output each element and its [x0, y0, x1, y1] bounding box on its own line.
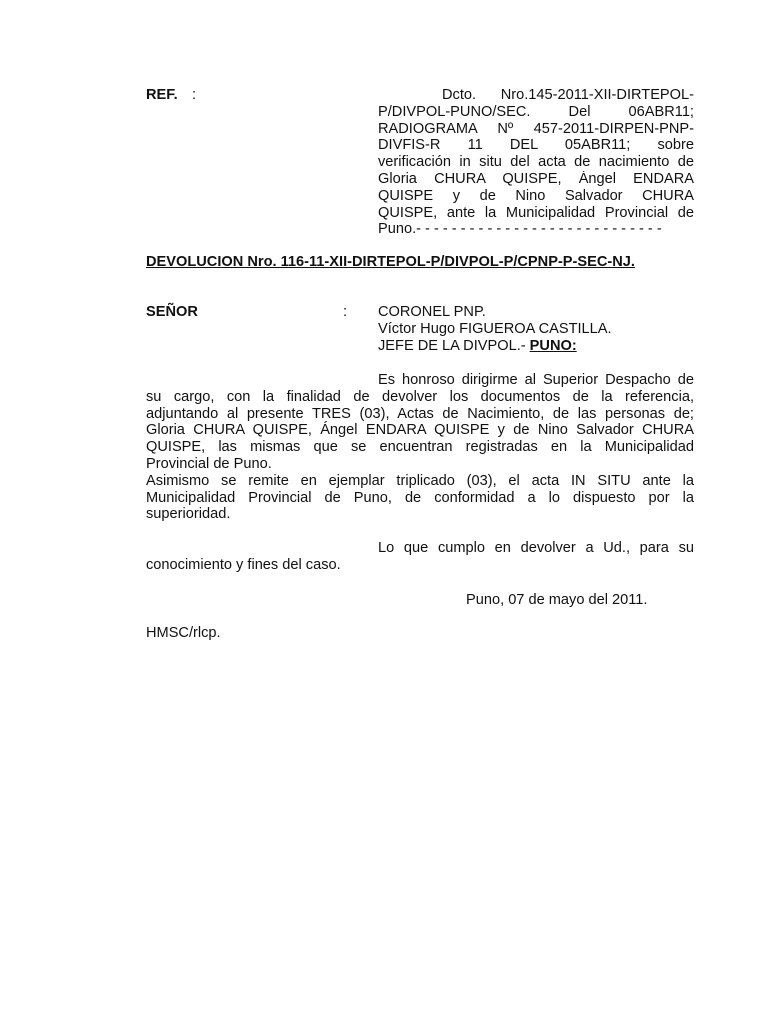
reference-label: REF. [146, 87, 178, 103]
recipient-city: PUNO: [529, 337, 577, 354]
closing-paragraph [146, 540, 694, 574]
reference-line: verificación in situ del acta de nacimiento de [378, 154, 694, 171]
body-line: Provincial de Puno. [146, 455, 272, 472]
body-line: Es honroso dirigirme al Superior Despacho de [378, 372, 694, 388]
body-line: QUISPE, las mismas que se encuentran registradas en la Municipalidad [146, 439, 694, 456]
reference-line: P/DIVPOL-PUNO/SEC. Del 06ABR11; [378, 103, 694, 120]
recipient-label: SEÑOR [146, 304, 198, 320]
devolucion-heading: DEVOLUCION Nro. 116-11-XII-DIRTEPOL-P/DIVPOL-P/CPNP-P-SEC-NJ. [146, 254, 635, 270]
reference-line: RADIOGRAMA Nº 457-2011-DIRPEN-PNP- [378, 120, 694, 137]
closing-line: Lo que cumplo en devolver a Ud., para su [378, 540, 694, 556]
body-line: Municipalidad Provincial de Puno, de conformidad a lo dispuesto por la [146, 489, 694, 506]
date-line: Puno, 07 de mayo del 2011. [466, 592, 648, 608]
body-line: superioridad. [146, 506, 231, 523]
recipient-name: Víctor Hugo FIGUEROA CASTILLA. [378, 320, 612, 337]
recipient-colon: : [343, 304, 348, 320]
reference-line: DIVFIS-R 11 DEL 05ABR11; sobre [378, 137, 694, 154]
body-paragraph [146, 372, 694, 523]
reference-colon: : [192, 87, 197, 103]
body-line: Asimismo se remite en ejemplar triplicado (03), el acta IN SITU ante la [146, 472, 694, 489]
closing-line: conocimiento y fines del caso. [146, 556, 341, 573]
recipient-position [378, 338, 612, 355]
body-line: adjuntando al presente TRES (03), Actas de Nacimiento, de las personas de; [146, 405, 694, 422]
reference-line: Gloria CHURA QUISPE, Ángel ENDARA [378, 170, 694, 187]
reference-initials: HMSC/rlcp. [146, 625, 221, 641]
reference-line: QUISPE, ante la Municipalidad Provincial de [378, 204, 694, 221]
recipient-address [378, 304, 612, 354]
recipient-position-prefix: JEFE DE LA DIVPOL.- [378, 337, 530, 354]
reference-line: QUISPE y de Nino Salvador CHURA [378, 187, 694, 204]
body-line: Gloria CHURA QUISPE, Ángel ENDARA QUISPE y de Nino Salvador CHURA [146, 422, 694, 439]
body-line: su cargo, con la finalidad de devolver los documentos de la referencia, [146, 388, 694, 405]
reference-line: Puno.- - - - - - - - - - - - - - - - - - - - - - - - - - - - [378, 221, 662, 238]
recipient-rank: CORONEL PNP. [378, 304, 486, 320]
reference-line: Dcto. Nro.145-2011-XII-DIRTEPOL- [442, 87, 694, 103]
reference-text [378, 87, 694, 238]
